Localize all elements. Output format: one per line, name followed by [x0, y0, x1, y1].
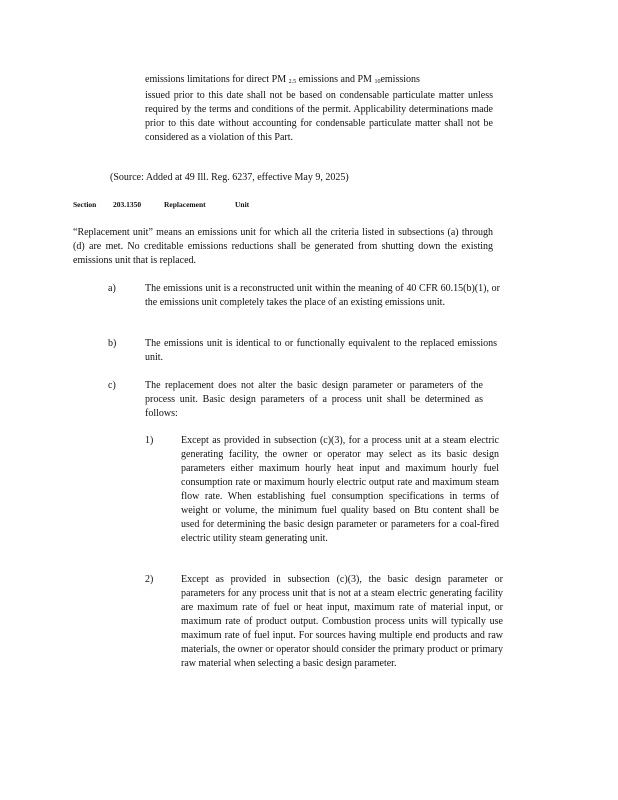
item-text-c: The replacement does not alter the basic design parameter or parameters of the process unit. Basic design parameters of a process unit shall be determined as follows: [145, 380, 483, 419]
subitem-text-1: Except as provided in subsection (c)(3), for a process unit at a steam electric generating facility, the owner or operator may select as its basic design parameters either maximum hourly heat input and maximum hourly fuel consumption rate or maximum hourly electric output rate and maximum steam flow rate. When establishing fuel consumption specifications in terms of weight or volume, the minimum fuel quality based on Btu content shall be used for determining the basic design parameter or parameters for a coal-fired electric utility steam generating unit. [181, 435, 499, 544]
intro-paragraph [145, 73, 493, 145]
item-label-c: c) [108, 380, 116, 391]
subitem-text-2: Except as provided in subsection (c)(3), the basic design parameter or parameters for any process unit that is not at a steam electric generating facility are maximum rate of fuel or heat input, maximum rate of material input, or maximum rate of product output. Combustion process units will typically use maximum rate of fuel input. For sources having multiple end products and raw materials, the owner or operator should consider the primary product or primary raw material when selecting a basic design parameter. [181, 574, 503, 669]
item-text-b: The emissions unit is identical to or functionally equivalent to the replaced emissions unit. [145, 338, 497, 363]
section-number: 203.1350 [113, 200, 142, 209]
section-label: Section [73, 200, 97, 209]
item-text-a: The emissions unit is a reconstructed unit within the meaning of 40 CFR 60.15(b)(1), or the emissions unit completely takes the place of an existing emissions unit. [145, 283, 500, 308]
item-label-b: b) [108, 338, 117, 349]
subitem-label-1: 1) [145, 435, 154, 446]
subitem-label-2: 2) [145, 574, 154, 585]
intro-rest: issued prior to this date shall not be based on condensable particulate matter unless required by the terms and conditions of the permit. Applicability determinations made prior to this date without accounting for condensable particulate matter shall not be considered as a violation of this Part. [145, 90, 493, 143]
item-label-a: a) [108, 283, 116, 294]
definition-paragraph: “Replacement unit” means an emissions unit for which all the criteria listed in subsections (a) through (d) are met. No creditable emissions reductions shall be generated from shutting down the existing emissions unit that is replaced. [73, 227, 493, 266]
section-heading-word-1: Replacement [164, 200, 206, 209]
source-note: (Source: Added at 49 Ill. Reg. 6237, effective May 9, 2025) [110, 172, 349, 183]
section-heading-word-2: Unit [235, 200, 250, 209]
intro-first-line: emissions limitations for direct PM $_{2.5}$ emissions and PM $_{10}$emissions [145, 74, 420, 85]
